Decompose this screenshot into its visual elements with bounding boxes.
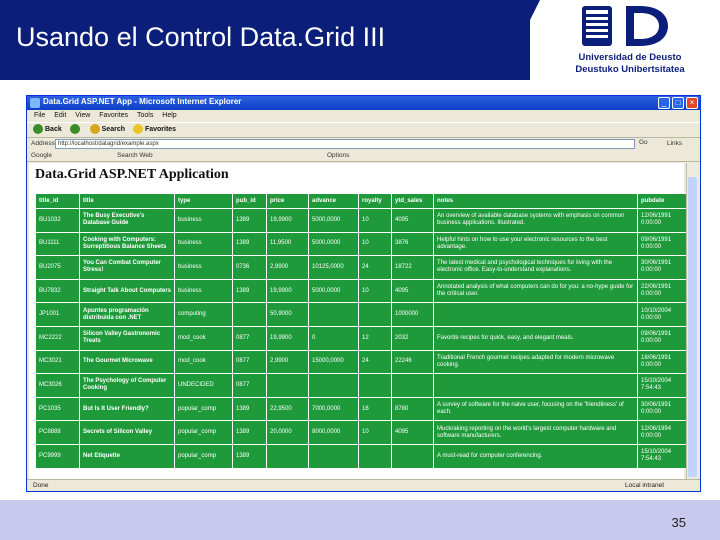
- cell-pub-id: 0736: [233, 256, 267, 280]
- cell-royalty: 10: [359, 232, 392, 256]
- back-button[interactable]: Back: [33, 123, 62, 137]
- cell-ytd-sales: [392, 374, 434, 398]
- cell-title: You Can Combat Computer Stress!: [80, 256, 175, 280]
- cell-type: popular_comp: [175, 397, 233, 421]
- cell-pubdate: 09/06/1991 0:00:00: [638, 326, 690, 350]
- cell-advance: 7000,0000: [309, 397, 359, 421]
- page-content: [29, 163, 684, 479]
- cell-royalty: 10: [359, 209, 392, 233]
- cell-pubdate: 18/06/1991 0:00:00: [638, 350, 690, 374]
- data-grid: [35, 193, 690, 469]
- cell-title-id: PC8888: [36, 421, 80, 445]
- column-header-pub-id: pub_id: [233, 194, 267, 209]
- slide-title: Usando el Control Data.Grid III: [16, 22, 386, 52]
- menu-edit[interactable]: Edit: [54, 112, 67, 119]
- address-input[interactable]: http://localhost/datagrid/example.aspx: [55, 139, 635, 149]
- table-row: [36, 279, 690, 303]
- back-arrow-icon: [33, 124, 43, 134]
- cell-royalty: [359, 374, 392, 398]
- close-button[interactable]: ×: [686, 97, 698, 109]
- cell-notes: An overview of available database systems with emphasis on common business applications. Illustrated.: [434, 209, 638, 233]
- cell-ytd-sales: 8780: [392, 397, 434, 421]
- cell-title: Straight Talk About Computers: [80, 279, 175, 303]
- cell-price: 19,9900: [267, 279, 309, 303]
- cell-title-id: PC9999: [36, 444, 80, 468]
- cell-royalty: 24: [359, 350, 392, 374]
- cell-price: 2,9900: [267, 350, 309, 374]
- cell-notes: Muckraking reporting on the world's largest computer hardware and software manufacturers.: [434, 421, 638, 445]
- logo-text-line-1: Universidad de Deusto: [578, 52, 682, 63]
- column-header-notes: notes: [434, 194, 638, 209]
- column-header-title-id: title_id: [36, 194, 80, 209]
- forward-arrow-icon: [70, 124, 80, 134]
- slide-footer: [0, 500, 720, 540]
- slide-header: [0, 0, 720, 80]
- column-header-type: type: [175, 194, 233, 209]
- go-button[interactable]: Go: [639, 139, 648, 146]
- google-toolbar: [27, 150, 700, 162]
- cell-royalty: [359, 444, 392, 468]
- cell-title: Silicon Valley Gastronomic Treats: [80, 326, 175, 350]
- cell-notes: A must-read for computer conferencing.: [434, 444, 638, 468]
- cell-ytd-sales: 4095: [392, 209, 434, 233]
- minimize-button[interactable]: _: [658, 97, 670, 109]
- cell-pubdate: 30/06/1991 0:00:00: [638, 397, 690, 421]
- cell-ytd-sales: 18722: [392, 256, 434, 280]
- cell-royalty: 16: [359, 397, 392, 421]
- table-row: [36, 232, 690, 256]
- cell-pubdate: 12/06/1991 0:00:00: [638, 209, 690, 233]
- cell-advance: 8000,0000: [309, 421, 359, 445]
- cell-pub-id: 1389: [233, 397, 267, 421]
- cell-type: business: [175, 279, 233, 303]
- logo-text-line-2: Deustuko Unibertsitatea: [575, 64, 685, 75]
- cell-pubdate: 15/10/2004 7:54:43: [638, 444, 690, 468]
- cell-type: business: [175, 256, 233, 280]
- cell-title: The Busy Executive's Database Guide: [80, 209, 175, 233]
- menu-bar: [27, 110, 700, 122]
- cell-advance: 5000,0000: [309, 209, 359, 233]
- menu-tools[interactable]: Tools: [137, 112, 154, 119]
- address-bar: [27, 138, 700, 150]
- cell-title: Apuntes programación distribuida con .NET: [80, 303, 175, 327]
- cell-price: 20,0000: [267, 421, 309, 445]
- cell-royalty: [359, 303, 392, 327]
- cell-advance: [309, 444, 359, 468]
- search-button[interactable]: Search: [90, 123, 125, 137]
- table-row: [36, 421, 690, 445]
- cell-notes: [434, 303, 638, 327]
- column-header-price: price: [267, 194, 309, 209]
- cell-price: 2,9900: [267, 256, 309, 280]
- cell-title: The Psychology of Computer Cooking: [80, 374, 175, 398]
- cell-notes: Favorite recipes for quick, easy, and elegant meals.: [434, 326, 638, 350]
- header-band-tip: [500, 0, 540, 80]
- cell-title: Cooking with Computers: Surreptitious Balance Sheets: [80, 232, 175, 256]
- search-web-button[interactable]: Search Web: [117, 152, 153, 159]
- grid-body: [36, 209, 690, 469]
- cell-title-id: MC2222: [36, 326, 80, 350]
- cell-advance: 0: [309, 326, 359, 350]
- status-text: Done: [33, 482, 49, 489]
- cell-type: computing: [175, 303, 233, 327]
- options-button[interactable]: Options: [327, 152, 350, 159]
- cell-title: But Is It User Friendly?: [80, 397, 175, 421]
- cell-pubdate: 12/06/1994 0:00:00: [638, 421, 690, 445]
- cell-ytd-sales: 3876: [392, 232, 434, 256]
- ie-icon: [30, 98, 40, 108]
- cell-advance: 10125,0000: [309, 256, 359, 280]
- column-header-title: title: [80, 194, 175, 209]
- page-heading: Data.Grid ASP.NET Application: [35, 167, 229, 182]
- cell-pub-id: 1389: [233, 279, 267, 303]
- column-header-advance: advance: [309, 194, 359, 209]
- cell-type: popular_comp: [175, 421, 233, 445]
- table-row: [36, 444, 690, 468]
- menu-help[interactable]: Help: [162, 112, 177, 119]
- cell-advance: [309, 303, 359, 327]
- cell-advance: 15000,0000: [309, 350, 359, 374]
- cell-type: mod_cook: [175, 326, 233, 350]
- cell-royalty: 12: [359, 326, 392, 350]
- cell-price: [267, 444, 309, 468]
- cell-title: Secrets of Silicon Valley: [80, 421, 175, 445]
- cell-title-id: MC3026: [36, 374, 80, 398]
- cell-pub-id: 1389: [233, 209, 267, 233]
- cell-title-id: BU1032: [36, 209, 80, 233]
- cell-pubdate: 09/06/1991 0:00:00: [638, 232, 690, 256]
- cell-pub-id: 1389: [233, 232, 267, 256]
- cell-type: mod_cook: [175, 350, 233, 374]
- table-row: [36, 374, 690, 398]
- cell-notes: Helpful hints on how to use your electronic resources to the best advantage.: [434, 232, 638, 256]
- university-crest-icon: [574, 4, 684, 50]
- security-zone: Local intranet: [625, 482, 665, 489]
- cell-pub-id: 0877: [233, 350, 267, 374]
- cell-notes: Annotated analysis of what computers can do for you: a no-hype guide for the critical user.: [434, 279, 638, 303]
- table-row: [36, 256, 690, 280]
- menu-favorites[interactable]: Favorites: [99, 112, 129, 119]
- cell-title-id: PC1035: [36, 397, 80, 421]
- star-icon: [133, 124, 143, 134]
- cell-advance: 5000,0000: [309, 279, 359, 303]
- cell-title-id: MC3021: [36, 350, 80, 374]
- cell-advance: [309, 374, 359, 398]
- cell-type: popular_comp: [175, 444, 233, 468]
- cell-type: business: [175, 232, 233, 256]
- university-logo: [540, 0, 720, 80]
- title-bar[interactable]: [27, 96, 700, 110]
- cell-price: 11,9500: [267, 232, 309, 256]
- cell-pub-id: 0877: [233, 326, 267, 350]
- cell-title-id: BU7832: [36, 279, 80, 303]
- maximize-button[interactable]: □: [672, 97, 684, 109]
- table-row: [36, 303, 690, 327]
- column-header-pubdate: pubdate: [638, 194, 690, 209]
- cell-title-id: BU1111: [36, 232, 80, 256]
- window-title: Data.Grid ASP.NET App - Microsoft Internet Explorer: [43, 97, 242, 106]
- cell-notes: The latest medical and psychological techniques for living with the electronic office. Easy-to-understand explanations.: [434, 256, 638, 280]
- cell-pub-id: [233, 303, 267, 327]
- favorites-button[interactable]: Favorites: [133, 123, 176, 137]
- vertical-scrollbar[interactable]: [686, 163, 698, 479]
- menu-file[interactable]: File: [34, 112, 46, 119]
- cell-type: business: [175, 209, 233, 233]
- cell-royalty: 10: [359, 421, 392, 445]
- cell-pub-id: 0877: [233, 374, 267, 398]
- scroll-thumb[interactable]: [688, 177, 697, 477]
- google-logo: Google: [31, 152, 52, 159]
- cell-pubdate: 30/06/1991 0:00:00: [638, 256, 690, 280]
- column-header-royalty: royalty: [359, 194, 392, 209]
- status-bar: [27, 479, 700, 492]
- table-row: [36, 397, 690, 421]
- grid-header-row: [36, 194, 690, 209]
- page-number: 35: [671, 515, 686, 530]
- cell-pubdate: 22/06/1991 0:00:00: [638, 279, 690, 303]
- browser-window: [26, 95, 701, 492]
- search-icon: [90, 124, 100, 134]
- cell-title: Net Etiquette: [80, 444, 175, 468]
- table-row: [36, 350, 690, 374]
- cell-royalty: 24: [359, 256, 392, 280]
- links-button[interactable]: Links: [667, 140, 683, 147]
- cell-advance: 5000,0000: [309, 232, 359, 256]
- cell-price: 19,9900: [267, 326, 309, 350]
- cell-title-id: BU2075: [36, 256, 80, 280]
- cell-ytd-sales: 22246: [392, 350, 434, 374]
- cell-ytd-sales: 2032: [392, 326, 434, 350]
- table-row: [36, 209, 690, 233]
- cell-notes: Traditional French gourmet recipes adapted for modern microwave cooking.: [434, 350, 638, 374]
- cell-pub-id: 1389: [233, 421, 267, 445]
- cell-ytd-sales: 4095: [392, 421, 434, 445]
- cell-type: UNDECIDED: [175, 374, 233, 398]
- table-row: [36, 326, 690, 350]
- forward-button[interactable]: [70, 123, 82, 137]
- cell-title-id: JP1001: [36, 303, 80, 327]
- cell-notes: [434, 374, 638, 398]
- cell-price: 22,9500: [267, 397, 309, 421]
- cell-price: 19,9900: [267, 209, 309, 233]
- cell-title: The Gourmet Microwave: [80, 350, 175, 374]
- toolbar: [27, 122, 700, 138]
- cell-ytd-sales: 4095: [392, 279, 434, 303]
- cell-pubdate: 15/10/2004 7:54:43: [638, 374, 690, 398]
- cell-royalty: 10: [359, 279, 392, 303]
- cell-price: [267, 374, 309, 398]
- address-label: Address: [31, 140, 55, 147]
- cell-ytd-sales: 1000000: [392, 303, 434, 327]
- cell-pub-id: 1389: [233, 444, 267, 468]
- cell-ytd-sales: [392, 444, 434, 468]
- cell-notes: A survey of software for the naive user, focusing on the 'friendliness' of each.: [434, 397, 638, 421]
- column-header-ytd-sales: ytd_sales: [392, 194, 434, 209]
- menu-view[interactable]: View: [75, 112, 91, 119]
- cell-price: 50,9000: [267, 303, 309, 327]
- cell-pubdate: 10/10/2004 0:00:00: [638, 303, 690, 327]
